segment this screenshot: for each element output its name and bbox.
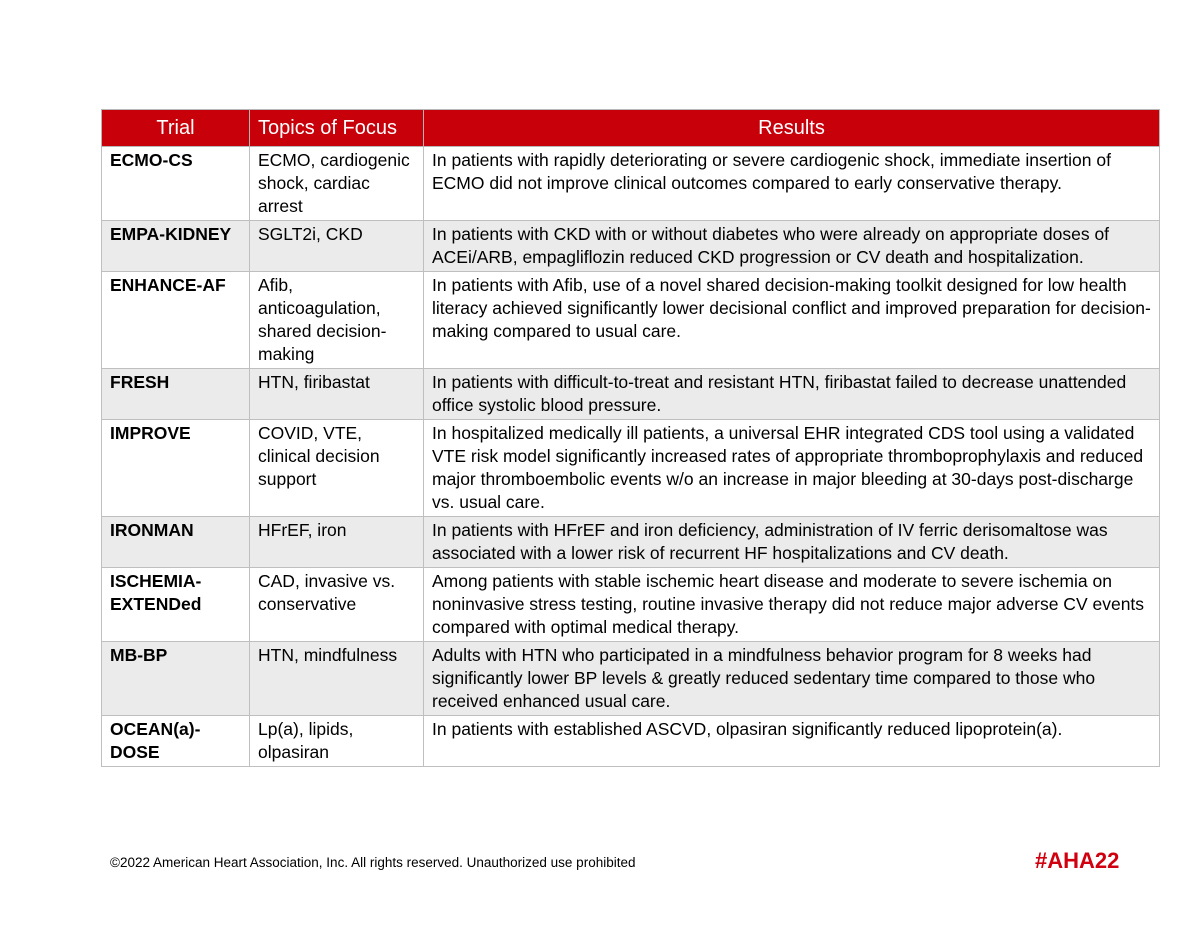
trial-cell: ECMO-CS bbox=[102, 147, 250, 221]
table-row bbox=[102, 642, 1160, 716]
table-row bbox=[102, 716, 1160, 767]
results-cell: In patients with rapidly deteriorating or severe cardiogenic shock, immediate insertion of ECMO did not improve clinical outcomes compared to early conservative therapy. bbox=[424, 147, 1160, 221]
table-row bbox=[102, 147, 1160, 221]
topics-cell: Afib, anticoagulation, shared decision-making bbox=[250, 272, 424, 369]
results-cell: In hospitalized medically ill patients, a universal EHR integrated CDS tool using a validated VTE risk model significantly increased rates of appropriate thromboprophylaxis and reduced major thromboembolic events w/o an increase in major bleeding at 30-days post-discharge vs. usual care. bbox=[424, 420, 1160, 517]
table-row bbox=[102, 369, 1160, 420]
topics-cell: ECMO, cardiogenic shock, cardiac arrest bbox=[250, 147, 424, 221]
results-cell: In patients with HFrEF and iron deficiency, administration of IV ferric derisomaltose was associated with a lower risk of recurrent HF hospitalizations and CV death. bbox=[424, 517, 1160, 568]
trial-cell: FRESH bbox=[102, 369, 250, 420]
table-body bbox=[102, 147, 1160, 767]
topics-cell: COVID, VTE, clinical decision support bbox=[250, 420, 424, 517]
trial-cell: OCEAN(a)-DOSE bbox=[102, 716, 250, 767]
trial-cell: IRONMAN bbox=[102, 517, 250, 568]
trial-cell: ENHANCE-AF bbox=[102, 272, 250, 369]
topics-cell: SGLT2i, CKD bbox=[250, 221, 424, 272]
topics-cell: CAD, invasive vs. conservative bbox=[250, 568, 424, 642]
trial-cell: IMPROVE bbox=[102, 420, 250, 517]
event-hashtag: #AHA22 bbox=[1035, 848, 1120, 873]
table-row bbox=[102, 517, 1160, 568]
column-header-results: Results bbox=[424, 110, 1160, 147]
column-header-topics: Topics of Focus bbox=[250, 110, 424, 147]
results-cell: In patients with established ASCVD, olpasiran significantly reduced lipoprotein(a). bbox=[424, 716, 1160, 767]
results-cell: Adults with HTN who participated in a mindfulness behavior program for 8 weeks had significantly lower BP levels & greatly reduced sedentary time compared to those who received enhanced usual care. bbox=[424, 642, 1160, 716]
trial-cell: EMPA-KIDNEY bbox=[102, 221, 250, 272]
trials-table bbox=[101, 109, 1160, 767]
results-cell: In patients with Afib, use of a novel shared decision-making toolkit designed for low health literacy achieved significantly lower decisional conflict and improved preparation for decision-making compared to usual care. bbox=[424, 272, 1160, 369]
topics-cell: HTN, firibastat bbox=[250, 369, 424, 420]
column-header-trial: Trial bbox=[102, 110, 250, 147]
results-cell: In patients with difficult-to-treat and resistant HTN, firibastat failed to decrease unattended office systolic blood pressure. bbox=[424, 369, 1160, 420]
topics-cell: Lp(a), lipids, olpasiran bbox=[250, 716, 424, 767]
table-row bbox=[102, 568, 1160, 642]
topics-cell: HFrEF, iron bbox=[250, 517, 424, 568]
trial-cell: ISCHEMIA-EXTENDed bbox=[102, 568, 250, 642]
header-row bbox=[102, 110, 1160, 147]
table-row bbox=[102, 272, 1160, 369]
copyright-notice: ©2022 American Heart Association, Inc. All rights reserved. Unauthorized use prohibited bbox=[110, 855, 636, 870]
table-header bbox=[102, 110, 1160, 147]
table-row bbox=[102, 221, 1160, 272]
table-row bbox=[102, 420, 1160, 517]
results-cell: Among patients with stable ischemic heart disease and moderate to severe ischemia on noninvasive stress testing, routine invasive therapy did not reduce major adverse CV events compared with optimal medical therapy. bbox=[424, 568, 1160, 642]
results-cell: In patients with CKD with or without diabetes who were already on appropriate doses of ACEi/ARB, empagliflozin reduced CKD progression or CV death and hospitalization. bbox=[424, 221, 1160, 272]
topics-cell: HTN, mindfulness bbox=[250, 642, 424, 716]
trial-cell: MB-BP bbox=[102, 642, 250, 716]
